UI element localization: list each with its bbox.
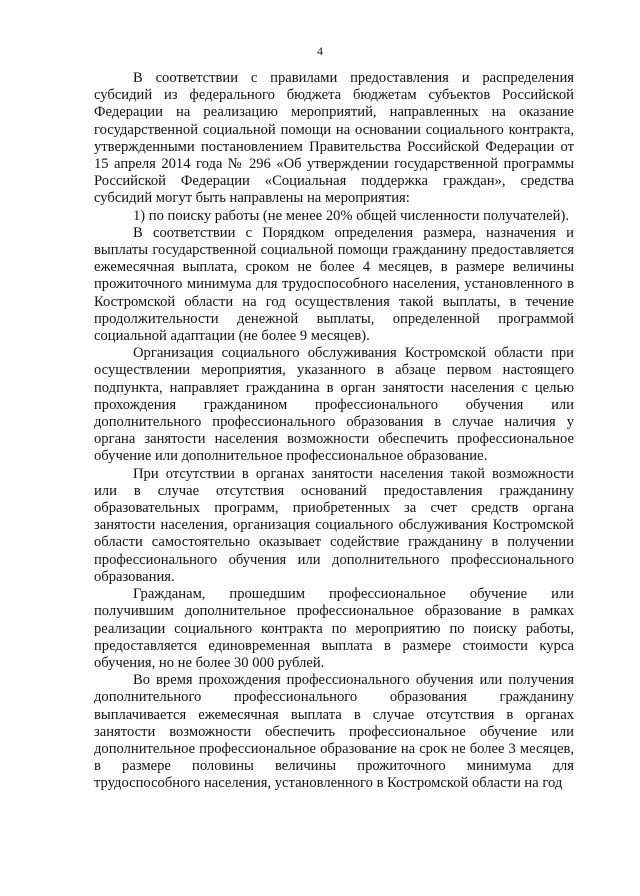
paragraph-training-period-payment: Во время прохождения профессионального обучения или получения дополнительного профессионального образования гражданину выплачивается ежемесячная выплата в случае отсутствия в органах занятости возможности обеспечить профессиональное обучение или дополнительное профессиональное образование на срок не более 3 месяцев, в размере половины величины прожиточного минимума для трудоспособного населения, установленного в Костромской области на год: [94, 672, 574, 792]
document-body: [94, 70, 574, 793]
paragraph-social-service-referral: Организация социального обслуживания Костромской области при осуществлении мероприятия, указанного в абзаце первом настоящего подпункта, направляет гражданина в орган занятости населения с целью прохождения гражданином профессионального обучения или дополнительного профессионального образования в случае наличия у органа занятости населения возможности обеспечить профессиональное обучение или дополнительное профессиональное образование.: [94, 345, 574, 465]
paragraph-absence-of-possibility: При отсутствии в органах занятости населения такой возможности или в случае отсутствия оснований предоставления гражданину образовательных программ, приобретенных за счет средств органа занятости населения, организация социального обслуживания Костромской области самостоятельно оказывает содействие гражданину в получении профессионального обучения или дополнительного профессионального образования.: [94, 465, 574, 585]
paragraph-job-search: 1) по поиску работы (не менее 20% общей численности получателей).: [133, 207, 569, 224]
paragraph-monthly-payment: В соответствии с Порядком определения размера, назначения и выплаты государственной социальной помощи гражданину предоставляется ежемесячная выплата, сроком не более 4 месяцев, в размере величины прожиточного минимума для трудоспособного населения, установленного в Костромской области на год осуществления такой выплаты, в течение продолжительности денежной выплаты, определенной программой социальной адаптации (не более 9 месяцев).: [94, 224, 574, 345]
paragraph-subsidy-rules: В соответствии с правилами предоставления и распределения субсидий из федерального бюджета бюджетам субъектов Российской Федерации на реализацию мероприятий, направленных на оказание государственной социальной помощи на основании социального контракта, утвержденными постановлением Правительства Российской Федерации от 15 апреля 2014 года № 296 «Об утверждении государственной программы Российской Федерации «Социальная поддержка граждан», средства субсидий могут быть направлены на мероприятия:: [94, 70, 574, 207]
paragraph-lump-sum-payment: Гражданам, прошедшим профессиональное обучение или получившим дополнительное профессиональное образование в рамках реализации социального контракта по мероприятию по поиску работы, предоставляется единовременная выплата в размере стоимости курса обучения, но не более 30 000 рублей.: [94, 586, 574, 671]
page-number: 4: [317, 44, 323, 58]
